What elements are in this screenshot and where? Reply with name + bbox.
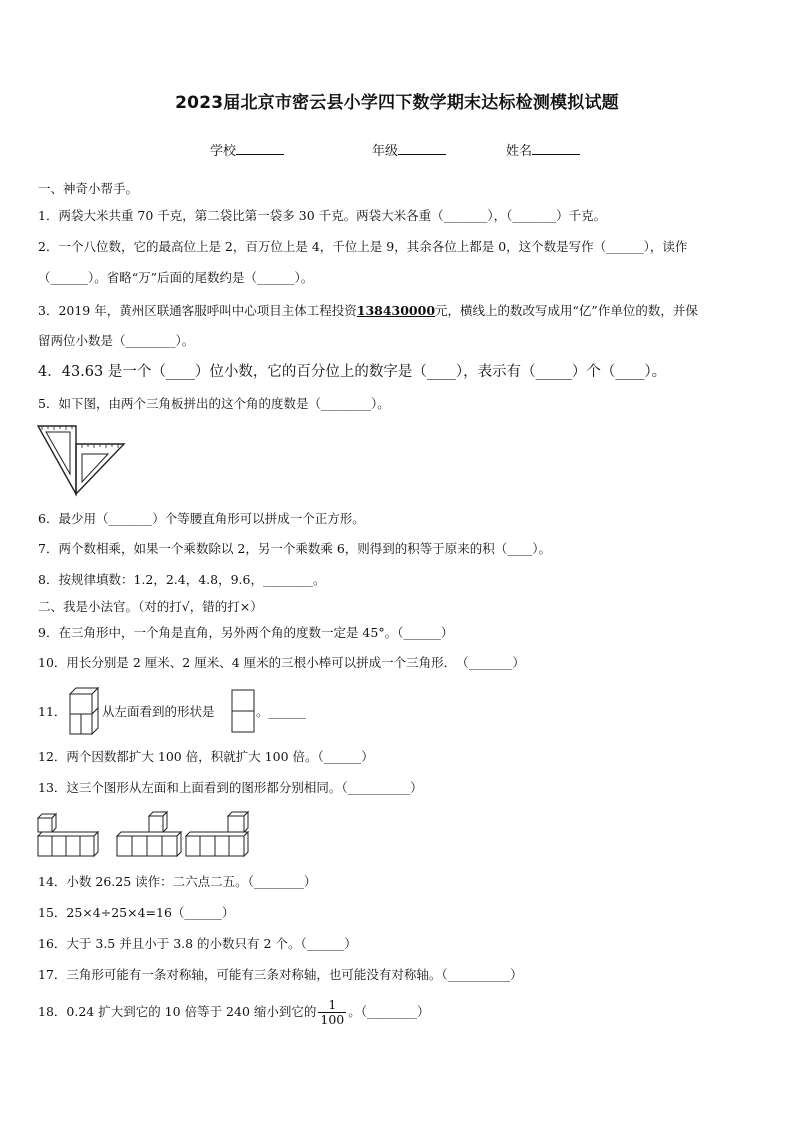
question-3-line-2: 留两位小数是（________）。 [38, 333, 195, 348]
question-2-line-1: 2．一个八位数，它的最高位上是 2，百万位上是 4，千位上是 9，其余各位上都是 0，这个数是写作（______），读作 [38, 239, 688, 254]
fraction-denominator: 100 [320, 1012, 345, 1027]
question-3-prefix: 3．2019 年，黄州区联通客服呼叫中心项目主体工程投资 [38, 303, 357, 318]
question-2-line-2: （______）。省略“万”后面的尾数约是（______）。 [38, 270, 314, 285]
question-18 [38, 995, 764, 1029]
question-15: 15．25×4÷25×4=16（______） [38, 905, 235, 920]
question-1: 1．两袋大米共重 70 千克，第二袋比第一袋多 30 千克。两袋大米各重（_______），（_______）千克。 [38, 208, 607, 223]
question-6: 6．最少用（_______）个等腰直角形可以拼成一个正方形。 [38, 511, 365, 526]
name-label: 姓名 [506, 144, 533, 159]
school-field[interactable] [210, 140, 284, 159]
cube-stack-figure [66, 688, 102, 736]
section-1-heading: 一、神奇小帮手。 [38, 181, 139, 196]
grade-field[interactable] [372, 140, 446, 159]
set-squares-figure [36, 424, 128, 496]
question-14: 14．小数 26.25 读作：二六点二五。（________） [38, 874, 317, 889]
question-8: 8．按规律填数：1.2，2.4，4.8，9.6，________。 [38, 572, 326, 587]
name-blank[interactable] [532, 142, 580, 155]
question-10: 10．用长分别是 2 厘米、2 厘米、4 厘米的三根小棒可以拼成一个三角形． （_______） [38, 655, 525, 670]
question-11-end: 。______ [256, 704, 307, 719]
section-2-heading: 二、我是小法官。（对的打√，错的打×） [38, 599, 263, 614]
question-18-prefix: 18．0.24 扩大到它的 10 倍等于 240 缩小到它的 [38, 1004, 317, 1019]
three-block-figures [36, 810, 252, 860]
name-field[interactable] [506, 140, 580, 159]
page-title: 2023届北京市密云县小学四下数学期末达标检测模拟试题 [175, 93, 619, 113]
question-11-text: 从左面看到的形状是 [102, 704, 215, 719]
fraction-numerator: 1 [318, 998, 346, 1013]
question-18-suffix: 。（________） [348, 1004, 430, 1019]
school-blank[interactable] [236, 142, 284, 155]
question-9: 9．在三角形中，一个角是直角，另外两个角的度数一定是 45°。（______） [38, 625, 454, 640]
question-3-underlined-number: 138430000 [356, 303, 436, 318]
fraction-one-hundredth [318, 998, 346, 1027]
left-view-figure [231, 689, 255, 733]
question-13: 13．这三个图形从左面和上面看到的图形都分别相同。（__________） [38, 780, 423, 795]
question-3-suffix: 元，横线上的数改写成用“亿”作单位的数，并保 [435, 303, 698, 318]
question-4: 4．43.63 是一个（____）位小数，它的百分位上的数字是（____），表示有（_____）个（____）。 [38, 364, 667, 380]
question-5: 5．如下图，由两个三角板拼出的这个角的度数是（________）。 [38, 396, 390, 411]
school-label: 学校 [210, 144, 237, 159]
question-17: 17．三角形可能有一条对称轴，可能有三条对称轴，也可能没有对称轴。（__________） [38, 967, 523, 982]
grade-blank[interactable] [398, 142, 446, 155]
question-16: 16．大于 3.5 并且小于 3.8 的小数只有 2 个。（______） [38, 936, 357, 951]
grade-label: 年级 [372, 144, 399, 159]
question-3-line-1 [38, 302, 764, 320]
question-7: 7．两个数相乘，如果一个乘数除以 2，另一个乘数乘 6，则得到的积等于原来的积（____）。 [38, 541, 552, 556]
question-11-number: 11． [38, 704, 67, 719]
question-12: 12．两个因数都扩大 100 倍，积就扩大 100 倍。（______） [38, 749, 374, 764]
